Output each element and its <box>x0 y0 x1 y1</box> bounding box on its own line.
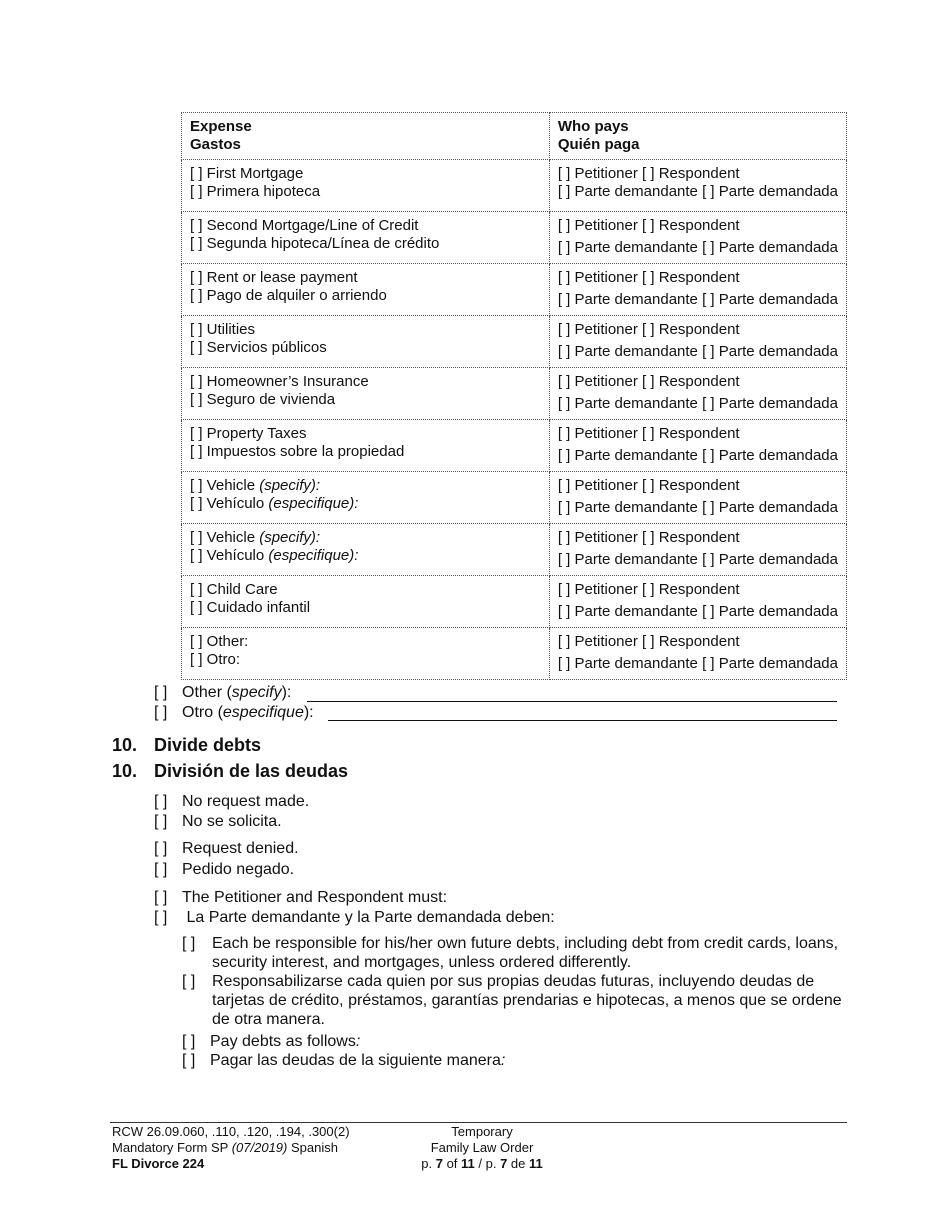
who-pays-options-en[interactable]: [ ] Petitioner [ ] Respondent <box>557 529 740 546</box>
footer-title-1: Temporary <box>451 1124 513 1139</box>
footer-form-post: Spanish <box>287 1140 338 1155</box>
footer-page-num: 7 <box>435 1156 443 1171</box>
who-pays-cell[interactable] <box>549 160 846 212</box>
who-pays-options-en[interactable]: [ ] Petitioner [ ] Respondent <box>557 269 740 286</box>
expense-label-es: [ ] Servicios públicos <box>190 339 327 356</box>
footer-title-2: Family Law Order <box>430 1140 534 1155</box>
section-title-en: Divide debts <box>154 735 262 755</box>
footer-center <box>402 1124 562 1172</box>
footer-page-num-es: 7 <box>500 1156 508 1171</box>
footer-form-date: (07/2019) <box>231 1140 288 1155</box>
denied-option-es[interactable] <box>154 861 294 879</box>
pay-as-follows-option-es[interactable] <box>182 1052 505 1070</box>
must-checkbox-es[interactable]: [ ] <box>154 909 168 926</box>
expense-row <box>182 160 847 212</box>
header-who-pays-en: Who pays <box>557 118 629 135</box>
own-debts-text-en: Each be responsible for his/her own future debts, including debt from credit cards, loans, security interest, and mortgages, unless ordered differently. <box>212 935 839 971</box>
otro-especifique-field[interactable] <box>328 720 837 721</box>
other-checkbox[interactable]: [ ] <box>154 684 168 701</box>
expense-row <box>182 524 847 576</box>
footer-form-pre: Mandatory Form SP <box>112 1140 232 1155</box>
expense-cell[interactable] <box>182 472 550 524</box>
who-pays-options-es[interactable]: [ ] Parte demandante [ ] Parte demandada <box>557 603 838 620</box>
who-pays-options-en[interactable]: [ ] Petitioner [ ] Respondent <box>557 217 740 234</box>
who-pays-options-es[interactable]: [ ] Parte demandante [ ] Parte demandada <box>557 655 838 672</box>
expense-label-en: [ ] Vehicle (specify): <box>190 477 321 494</box>
expense-label-en: [ ] Rent or lease payment <box>190 269 358 286</box>
who-pays-options-es[interactable]: [ ] Parte demandante [ ] Parte demandada <box>557 291 838 308</box>
otro-especifique-line[interactable] <box>154 704 314 722</box>
who-pays-cell[interactable] <box>549 264 846 316</box>
denied-option-en[interactable] <box>154 840 299 858</box>
section-10-heading-en <box>112 735 261 756</box>
expense-row <box>182 472 847 524</box>
own-debts-option-es[interactable] <box>182 972 842 1029</box>
expense-label-en: [ ] Second Mortgage/Line of Credit <box>190 217 419 234</box>
expense-row <box>182 368 847 420</box>
no-request-checkbox[interactable]: [ ] <box>154 793 168 810</box>
footer-form <box>112 1140 350 1156</box>
expense-cell[interactable] <box>182 316 550 368</box>
must-option-es[interactable] <box>154 909 555 927</box>
must-option-en[interactable] <box>154 889 447 907</box>
who-pays-options-en[interactable]: [ ] Petitioner [ ] Respondent <box>557 633 740 650</box>
footer-page <box>402 1156 562 1172</box>
own-debts-option-en[interactable] <box>182 934 842 972</box>
otro-label-post: ): <box>303 704 314 721</box>
header-expense-es: Gastos <box>190 136 241 153</box>
pay-as-follows-colon-es: : <box>500 1052 506 1069</box>
otro-label-italic: especifique <box>222 704 304 721</box>
other-specify-field[interactable] <box>307 701 837 702</box>
who-pays-options-es[interactable]: [ ] Parte demandante [ ] Parte demandada <box>557 499 838 516</box>
who-pays-options-en[interactable]: [ ] Petitioner [ ] Respondent <box>557 373 740 390</box>
denied-label-en: Request denied. <box>182 840 299 857</box>
who-pays-options-en[interactable]: [ ] Petitioner [ ] Respondent <box>557 425 740 442</box>
table-header-row <box>182 113 847 160</box>
expense-table <box>181 112 847 680</box>
no-request-label-en: No request made. <box>182 793 310 810</box>
who-pays-options-es[interactable]: [ ] Parte demandante [ ] Parte demandada <box>557 183 838 200</box>
expense-label-es: [ ] Primera hipoteca <box>190 183 321 200</box>
expense-row <box>182 628 847 680</box>
who-pays-cell[interactable] <box>549 472 846 524</box>
expense-label-en: [ ] First Mortgage <box>190 165 304 182</box>
expense-label-es: [ ] Cuidado infantil <box>190 599 311 616</box>
expense-label-en: [ ] Property Taxes <box>190 425 307 442</box>
expense-row <box>182 576 847 628</box>
expense-label-es: [ ] Impuestos sobre la propiedad <box>190 443 405 460</box>
no-request-checkbox-es[interactable]: [ ] <box>154 813 168 830</box>
pay-as-follows-option-en[interactable] <box>182 1033 360 1051</box>
expense-label-es: [ ] Vehículo (especifique): <box>190 495 359 512</box>
expense-row <box>182 420 847 472</box>
section-number-es: 10. <box>112 761 138 781</box>
no-request-option-en[interactable] <box>154 793 309 811</box>
expense-label-es: [ ] Segunda hipoteca/Línea de crédito <box>190 235 440 252</box>
expense-cell[interactable] <box>182 160 550 212</box>
who-pays-options-es[interactable]: [ ] Parte demandante [ ] Parte demandada <box>557 239 838 256</box>
who-pays-cell[interactable] <box>549 628 846 680</box>
no-request-option-es[interactable] <box>154 813 282 831</box>
other-specify-line[interactable] <box>154 684 291 702</box>
who-pays-cell[interactable] <box>549 524 846 576</box>
who-pays-options-en[interactable]: [ ] Petitioner [ ] Respondent <box>557 477 740 494</box>
pay-as-follows-colon: : <box>355 1033 361 1050</box>
header-expense-cell <box>182 113 550 160</box>
footer-page-of: of <box>442 1156 462 1171</box>
pay-as-follows-label-en: Pay debts as follows <box>210 1033 356 1050</box>
who-pays-options-es[interactable]: [ ] Parte demandante [ ] Parte demandada <box>557 551 838 568</box>
must-label-es: La Parte demandante y la Parte demandada deben: <box>182 909 555 926</box>
section-10-heading-es <box>112 761 348 782</box>
footer-page-total-es: 11 <box>529 1156 543 1171</box>
other-label-pre: Other ( <box>182 684 232 701</box>
who-pays-cell[interactable] <box>549 576 846 628</box>
denied-checkbox[interactable]: [ ] <box>154 840 168 857</box>
denied-checkbox-es[interactable]: [ ] <box>154 861 168 878</box>
expense-cell[interactable] <box>182 576 550 628</box>
expense-label-en: [ ] Other: <box>190 633 249 650</box>
own-debts-checkbox-es[interactable]: [ ] <box>182 973 196 990</box>
who-pays-cell[interactable] <box>549 368 846 420</box>
expense-label-en: [ ] Child Care <box>190 581 278 598</box>
expense-label-es: [ ] Vehículo (especifique): <box>190 547 359 564</box>
header-who-pays-es: Quién paga <box>557 136 640 153</box>
expense-cell[interactable] <box>182 368 550 420</box>
footer-page-sep: / p. <box>474 1156 501 1171</box>
who-pays-options-en[interactable]: [ ] Petitioner [ ] Respondent <box>557 321 740 338</box>
section-number: 10. <box>112 735 138 755</box>
who-pays-options-es[interactable]: [ ] Parte demandante [ ] Parte demandada <box>557 395 838 412</box>
who-pays-cell[interactable] <box>549 420 846 472</box>
expense-cell[interactable] <box>182 628 550 680</box>
who-pays-cell[interactable] <box>549 212 846 264</box>
expense-label-en: [ ] Utilities <box>190 321 256 338</box>
header-who-pays-cell <box>549 113 846 160</box>
footer-page-p: p. <box>421 1156 436 1171</box>
pay-as-follows-checkbox[interactable]: [ ] <box>182 1033 196 1050</box>
pay-as-follows-label-es: Pagar las deudas de la siguiente manera <box>210 1052 501 1069</box>
header-expense-en: Expense <box>190 118 252 135</box>
own-debts-text-es: Responsabilizarse cada quien por sus propias deudas futuras, incluyendo deudas de tarjetas de crédito, préstamos, garantías prendarias e hipotecas, a menos que se ordene de otra manera. <box>212 973 842 1028</box>
expense-cell[interactable] <box>182 524 550 576</box>
denied-label-es: Pedido negado. <box>182 861 295 878</box>
no-request-label-es: No se solicita. <box>182 813 282 830</box>
section-title-es: División de las deudas <box>154 761 349 781</box>
footer-page-de: de <box>507 1156 529 1171</box>
who-pays-options-en[interactable]: [ ] Petitioner [ ] Respondent <box>557 165 740 182</box>
footer-divider <box>110 1122 847 1123</box>
expense-label-en: [ ] Homeowner’s Insurance <box>190 373 369 390</box>
who-pays-options-es[interactable]: [ ] Parte demandante [ ] Parte demandada <box>557 447 838 464</box>
other-label-italic: specify <box>231 684 282 701</box>
who-pays-options-es[interactable]: [ ] Parte demandante [ ] Parte demandada <box>557 343 838 360</box>
other-label-post: ): <box>281 684 292 701</box>
who-pays-options-en[interactable]: [ ] Petitioner [ ] Respondent <box>557 581 740 598</box>
expense-cell[interactable] <box>182 264 550 316</box>
footer-left <box>112 1124 350 1172</box>
expense-cell[interactable] <box>182 420 550 472</box>
otro-checkbox[interactable]: [ ] <box>154 704 168 721</box>
pay-as-follows-checkbox-es[interactable]: [ ] <box>182 1052 196 1069</box>
own-debts-checkbox[interactable]: [ ] <box>182 935 196 952</box>
otro-label-pre: Otro ( <box>182 704 223 721</box>
who-pays-cell[interactable] <box>549 316 846 368</box>
footer-rcw: RCW 26.09.060, .110, .120, .194, .300(2) <box>112 1124 350 1139</box>
footer-page-total: 11 <box>461 1156 475 1171</box>
expense-cell[interactable] <box>182 212 550 264</box>
expense-row <box>182 264 847 316</box>
must-label-en: The Petitioner and Respondent must: <box>182 889 448 906</box>
expense-row <box>182 212 847 264</box>
must-checkbox[interactable]: [ ] <box>154 889 168 906</box>
expense-label-es: [ ] Seguro de vivienda <box>190 391 336 408</box>
expense-row <box>182 316 847 368</box>
expense-label-en: [ ] Vehicle (specify): <box>190 529 321 546</box>
footer-form-id: FL Divorce 224 <box>112 1156 205 1171</box>
expense-label-es: [ ] Otro: <box>190 651 241 668</box>
expense-label-es: [ ] Pago de alquiler o arriendo <box>190 287 387 304</box>
